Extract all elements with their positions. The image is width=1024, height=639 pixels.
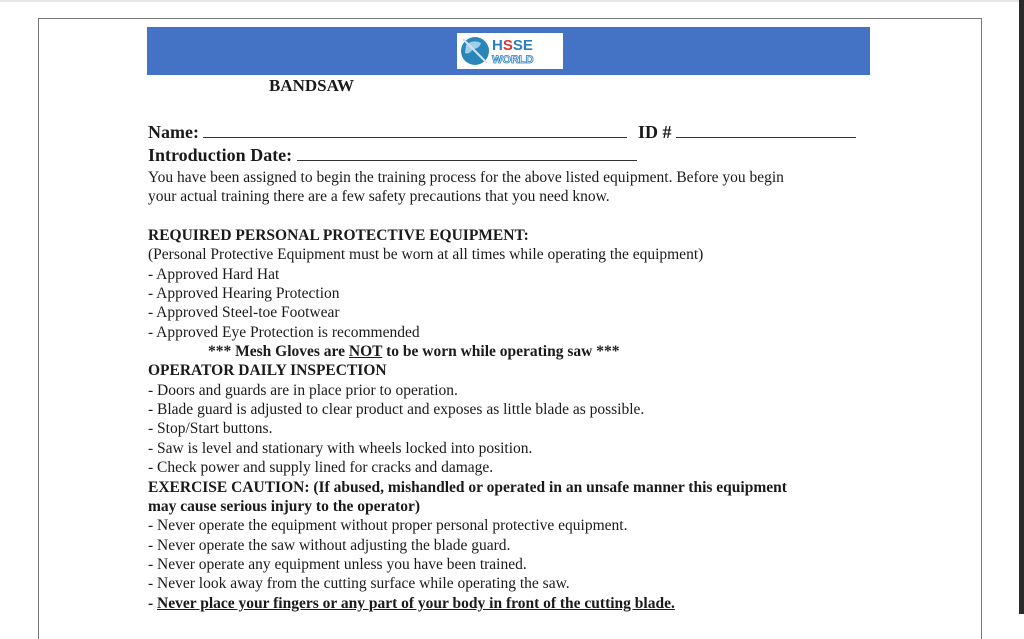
date-row: [148, 145, 637, 166]
inspection-item: - Blade guard is adjusted to clear product and exposes as little blade as possible.: [148, 401, 645, 419]
date-field[interactable]: [297, 146, 637, 161]
caution-heading: EXERCISE CAUTION: (If abused, mishandled or operated in an unsafe manner this equipment: [148, 478, 787, 496]
caution-item: - Never operate the saw without adjusting the blade guard.: [148, 536, 511, 554]
ppe-heading: REQUIRED PERSONAL PROTECTIVE EQUIPMENT:: [148, 227, 529, 245]
ppe-item: - Approved Steel-toe Footwear: [148, 304, 340, 322]
ppe-item: - Approved Eye Protection is recommended: [148, 323, 420, 341]
warning-not: NOT: [348, 343, 383, 361]
intro-line: You have been assigned to begin the training process for the above listed equipment. Before you begin: [148, 169, 784, 186]
inspection-item: - Doors and guards are in place prior to operation.: [148, 381, 458, 399]
bullet-dash: -: [148, 594, 158, 612]
caution-item: - Never operate any equipment unless you have been trained.: [148, 555, 527, 573]
caution-heading-cont: may cause serious injury to the operator): [148, 497, 421, 515]
window-right-edge: [1019, 0, 1024, 614]
ppe-note: (Personal Protective Equipment must be worn at all times while operating the equipment): [148, 246, 704, 264]
caution-item-emphasis: [148, 594, 787, 613]
svg-text:HSSE: HSSE: [492, 37, 533, 54]
warning-text: to be worn while operating saw ***: [382, 343, 620, 361]
intro-line: your actual training there are a few safety precautions that you need know.: [148, 188, 610, 206]
name-field[interactable]: [203, 123, 627, 138]
id-field[interactable]: [676, 123, 856, 138]
ppe-item: - Approved Hearing Protection: [148, 285, 340, 303]
inspection-item: - Stop/Start buttons.: [148, 420, 273, 438]
inspection-item: - Check power and supply lined for cracks and damage.: [148, 459, 494, 477]
inspection-item: - Saw is level and stationary with wheels locked into position.: [148, 439, 533, 457]
caution-item: - Never operate the equipment without proper personal protective equipment.: [148, 517, 628, 535]
window-top-border: [0, 0, 1024, 2]
name-row: [148, 122, 856, 143]
inspection-heading: OPERATOR DAILY INSPECTION: [148, 362, 387, 380]
svg-text:WORLD: WORLD: [492, 54, 534, 66]
name-label: Name:: [148, 122, 199, 142]
document-title: BANDSAW: [269, 76, 355, 95]
warning-text: *** Mesh Gloves are: [208, 343, 349, 361]
hsse-world-logo: [457, 33, 563, 69]
date-label: Introduction Date:: [148, 145, 293, 165]
document-body: [148, 168, 787, 613]
caution-last-text: Never place your fingers or any part of your body in front of the cutting blade.: [157, 594, 675, 612]
gloves-warning: [148, 342, 787, 361]
id-label: ID #: [637, 122, 672, 142]
ppe-item: - Approved Hard Hat: [148, 265, 280, 283]
caution-item: - Never look away from the cutting surface while operating the saw.: [148, 575, 570, 593]
